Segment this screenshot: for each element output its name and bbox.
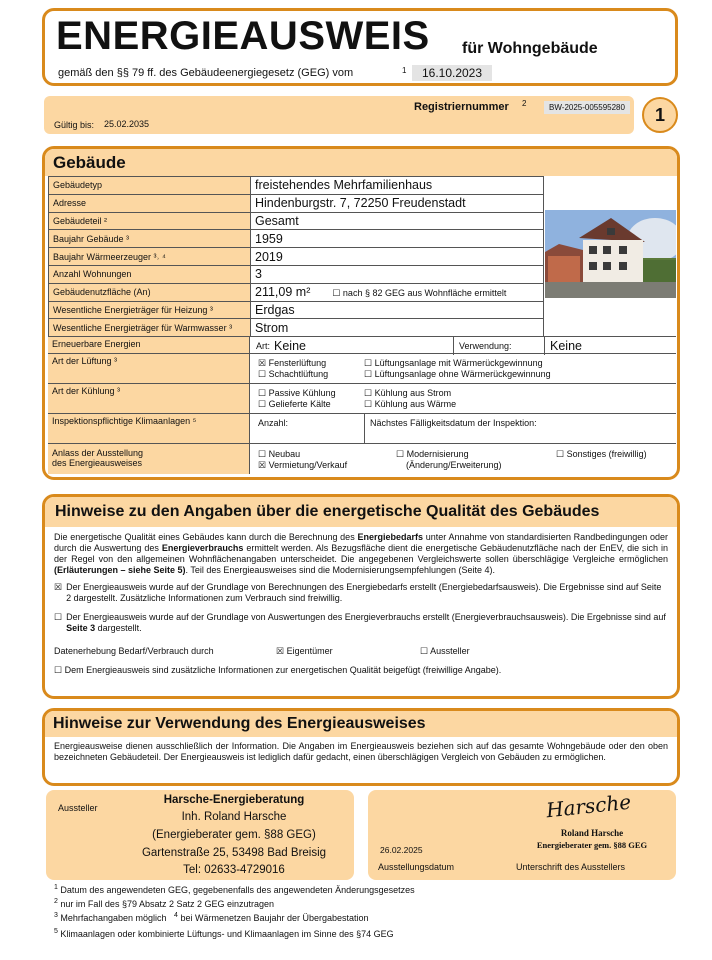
bold-energieverbrauch: Energieverbrauchs bbox=[161, 543, 244, 553]
hinweise-qualitaet-body bbox=[54, 532, 668, 676]
aussteller-line1: Inh. Roland Harsche bbox=[181, 811, 287, 823]
text-span: unter Annahme von standardisierten Randbedingungen oder durch die Auswertung des bbox=[54, 532, 668, 553]
bedarfsausweis-checkbox[interactable]: ☒ bbox=[54, 582, 63, 592]
geg-line: gemäß den §§ 79 ff. des Gebäudeenergiegesetz (GEG) vom bbox=[58, 67, 354, 79]
anlass-neubau-checkbox[interactable]: ☐ Neubau bbox=[258, 449, 301, 459]
page-number: 1 bbox=[642, 97, 678, 133]
bold-seite3: Seite 3 bbox=[66, 623, 96, 633]
row-label: Wesentliche Energieträger für Heizung ³ bbox=[49, 301, 251, 319]
hinweise-qualitaet-paragraph bbox=[54, 532, 668, 576]
row-value: Gesamt bbox=[251, 212, 544, 230]
row-label: Gebäudetyp bbox=[49, 177, 251, 195]
registration-number: BW-2025-005595280 bbox=[544, 101, 630, 114]
row-label: Anzahl Wohnungen bbox=[49, 265, 251, 283]
document-title: ENERGIEAUSWEIS bbox=[56, 14, 430, 58]
kuehlung-strom-checkbox[interactable]: ☐ Kühlung aus Strom bbox=[364, 388, 452, 398]
anlass-modernisierung-detail: (Änderung/Erweiterung) bbox=[406, 460, 502, 470]
erneuerbare-verwendung-value: Keine bbox=[550, 339, 582, 353]
footnote-text: Mehrfachangaben möglich bbox=[60, 913, 167, 923]
erneuerbare-art-value: Keine bbox=[274, 339, 306, 353]
datenerhebung-row bbox=[54, 646, 668, 660]
stamp-name: Roland Harsche bbox=[560, 828, 624, 838]
aussteller-name: Harsche-Energieberatung bbox=[163, 794, 305, 806]
building-photo bbox=[545, 210, 676, 298]
signature-label: Unterschrift des Ausstellers bbox=[516, 862, 626, 872]
row-value: Erdgas bbox=[251, 301, 544, 319]
table-row bbox=[49, 177, 544, 195]
row-value: 3 bbox=[251, 265, 544, 283]
document-subtitle: für Wohngebäude bbox=[462, 40, 598, 57]
footnote-number: 2 bbox=[54, 898, 58, 905]
lueftung-ohne-wrg-checkbox[interactable]: ☐ Lüftungsanlage ohne Wärmerückgewinnung bbox=[364, 369, 551, 379]
footnote-number: 5 bbox=[54, 928, 58, 935]
text-span: dargestellt. bbox=[97, 623, 142, 633]
bold-erlaeuterungen: (Erläuterungen – siehe Seite 5) bbox=[54, 565, 186, 575]
registration-label: Registriernummer bbox=[414, 101, 509, 113]
text-span: ermittelt werden. Als Bezugsfläche dient die energetische Gebäudenutzfläche nach der EnEV, die sich in der Regel von den allgemeinen Wohnflächenangaben unterscheidet. Die angegebenen Vergleichswerte sollen überschlägige Vergleiche ermöglichen bbox=[54, 543, 668, 564]
footnote-5 bbox=[54, 928, 394, 939]
datenerhebung-label: Datenerhebung Bedarf/Verbrauch durch bbox=[54, 646, 214, 656]
footnote-1 bbox=[54, 884, 415, 895]
footnote-number: 4 bbox=[174, 912, 178, 919]
table-row bbox=[49, 194, 544, 212]
kuehlung-waerme-checkbox[interactable]: ☐ Kühlung aus Wärme bbox=[364, 399, 457, 409]
anlass-vermietung-checkbox[interactable]: ☒ Vermietung/Verkauf bbox=[258, 460, 348, 470]
nutzflaeche-checkbox[interactable]: ☐ nach § 82 GEG aus Wohnfläche ermittelt bbox=[332, 288, 507, 299]
text-span: . Teil des Energieausweises sind die Modernisierungsempfehlungen (Seite 4). bbox=[185, 565, 496, 575]
row-label: Baujahr Wärmeerzeuger ³˒ ⁴ bbox=[49, 248, 251, 266]
table-row bbox=[49, 230, 544, 248]
gebaeude-heading: Gebäude bbox=[45, 149, 677, 176]
bold-energiebedarf: Energiebedarfs bbox=[357, 532, 423, 542]
text-span: Der Energieausweis wurde auf der Grundlage von Auswertungen des Energieverbrauchs erstellt (Energieverbrauchsausweis). Die Ergebnisse sind auf bbox=[66, 612, 666, 622]
klima-anzahl-label: Anzahl: bbox=[258, 418, 289, 428]
verbrauchsausweis-option bbox=[54, 612, 668, 634]
row-value: 2019 bbox=[251, 248, 544, 266]
footnote-number: 1 bbox=[54, 884, 58, 891]
table-row bbox=[49, 248, 544, 266]
bedarfsausweis-text: Der Energieausweis wurde auf der Grundlage von Berechnungen des Energiebedarfs erstellt (Energiebedarfsausweis). Die Ergebnisse sind auf Seite 2 dargestellt. Zusätzliche Informationen zum Verbrauch sind freiwillig. bbox=[66, 582, 662, 603]
lueftung-label: Art der Lüftung ³ bbox=[48, 354, 250, 383]
row-label: Baujahr Gebäude ³ bbox=[49, 230, 251, 248]
row-label: Gebäudenutzfläche (An) bbox=[49, 283, 251, 301]
hinweise-verwendung-heading: Hinweise zur Verwendung des Energieausweises bbox=[45, 711, 677, 737]
row-label: Adresse bbox=[49, 194, 251, 212]
table-row bbox=[49, 212, 544, 230]
aussteller-label: Aussteller bbox=[58, 803, 98, 813]
lueftung-row bbox=[48, 354, 676, 384]
footnote-number: 3 bbox=[54, 912, 58, 919]
divider bbox=[453, 337, 454, 355]
erneuerbare-label: Erneuerbare Energien bbox=[48, 337, 250, 353]
ausstellungsdatum-value: 26.02.2025 bbox=[380, 845, 423, 855]
registration-footnote-ref: 2 bbox=[522, 99, 527, 108]
lueftung-fenster-checkbox[interactable]: ☒ Fensterlüftung bbox=[258, 358, 327, 368]
footnote-3-4 bbox=[54, 912, 369, 923]
nutzflaeche-value: 211,09 m² bbox=[255, 285, 311, 300]
lueftung-schacht-checkbox[interactable]: ☐ Schachtlüftung bbox=[258, 369, 329, 379]
kuehlung-kaelte-checkbox[interactable]: ☐ Gelieferte Kälte bbox=[258, 399, 331, 409]
footnote-text: nur im Fall des §79 Absatz 2 Satz 2 GEG einzutragen bbox=[60, 899, 275, 909]
ausstellungsdatum-label: Ausstellungsdatum bbox=[378, 862, 455, 872]
klima-row bbox=[48, 414, 676, 444]
anlass-label bbox=[48, 444, 250, 474]
table-row bbox=[49, 301, 544, 319]
eigentuemer-checkbox[interactable]: ☒ Eigentümer bbox=[276, 646, 333, 656]
lueftung-mit-wrg-checkbox[interactable]: ☐ Lüftungsanlage mit Wärmerückgewinnung bbox=[364, 358, 543, 368]
klima-faellig-label: Nächstes Fälligkeitsdatum der Inspektion: bbox=[370, 418, 537, 428]
geg-date: 16.10.2023 bbox=[412, 65, 492, 81]
erneuerbare-verwendung-label: Verwendung: bbox=[459, 341, 512, 351]
kuehlung-row bbox=[48, 384, 676, 414]
hinweise-verwendung-body: Energieausweise dienen ausschließlich der Information. Die Angaben im Energieausweis beziehen sich auf das gesamte Wohngebäude oder den oben bezeichneten Gebäudeteil. Der Energieausweis ist lediglich dafür gedacht, einen überschlägigen Vergleich von Gebäuden zu ermöglichen. bbox=[54, 741, 668, 762]
row-value bbox=[251, 283, 544, 301]
verbrauchsausweis-text bbox=[66, 612, 668, 634]
text-span: Die energetische Qualität eines Gebäudes kann durch die Berechnung des bbox=[54, 532, 355, 542]
divider bbox=[364, 414, 365, 444]
footnote-text: Datum des angewendeten GEG, gegebenenfalls des angewendeten Änderungsgesetzes bbox=[60, 885, 415, 895]
aussteller-checkbox[interactable]: ☐ Aussteller bbox=[420, 646, 470, 656]
hinweise-qualitaet-heading: Hinweise zu den Angaben über die energetische Qualität des Gebäudes bbox=[45, 497, 677, 527]
anlass-modernisierung-checkbox[interactable]: ☐ Modernisierung bbox=[396, 449, 469, 459]
valid-until-value: 25.02.2035 bbox=[104, 119, 150, 129]
erneuerbare-art-label: Art: bbox=[256, 341, 271, 351]
anlass-sonstiges-checkbox[interactable]: ☐ Sonstiges (freiwillig) bbox=[556, 449, 647, 459]
anlass-row bbox=[48, 444, 676, 474]
anlass-label-line2: des Energieausweises bbox=[52, 458, 143, 468]
table-row bbox=[49, 319, 544, 337]
table-row bbox=[49, 283, 544, 301]
zusatzinfo-checkbox[interactable]: ☐ Dem Energieausweis sind zusätzliche Informationen zur energetischen Qualität beigefügt (freiwillige Angabe). bbox=[54, 665, 502, 675]
kuehlung-label: Art der Kühlung ³ bbox=[48, 384, 250, 413]
valid-until-label: Gültig bis: bbox=[54, 120, 95, 130]
kuehlung-passiv-checkbox[interactable]: ☐ Passive Kühlung bbox=[258, 388, 336, 398]
table-row bbox=[49, 265, 544, 283]
row-label: Gebäudeteil ² bbox=[49, 212, 251, 230]
aussteller-line2: (Energieberater gem. §88 GEG) bbox=[152, 829, 316, 841]
anlass-label-line1: Anlass der Ausstellung bbox=[52, 448, 144, 458]
verbrauchsausweis-checkbox[interactable]: ☐ bbox=[54, 612, 63, 622]
geg-footnote-ref: 1 bbox=[402, 66, 407, 75]
handwritten-signature: Harsche bbox=[544, 789, 633, 823]
stamp-title: Energieberater gem. §88 GEG bbox=[536, 840, 648, 850]
building-photo-icon bbox=[545, 210, 676, 298]
footnote-text: bei Wärmenetzen Baujahr der Übergabestation bbox=[180, 913, 369, 923]
row-value: Strom bbox=[251, 319, 544, 337]
bedarfsausweis-option bbox=[54, 582, 668, 604]
footnote-2 bbox=[54, 898, 274, 909]
footnote-text: Klimaanlagen oder kombinierte Lüftungs- und Klimaanlagen im Sinne des §74 GEG bbox=[60, 929, 394, 939]
aussteller-phone: Tel: 02633-4729016 bbox=[183, 864, 285, 876]
klima-label: Inspektionspflichtige Klimaanlagen ⁵ bbox=[48, 414, 250, 443]
row-value: Hindenburgstr. 7, 72250 Freudenstadt bbox=[251, 194, 544, 212]
divider bbox=[544, 337, 545, 355]
gebaeude-table bbox=[48, 176, 544, 337]
row-value: 1959 bbox=[251, 230, 544, 248]
row-label: Wesentliche Energieträger für Warmwasser ³ bbox=[49, 319, 251, 337]
row-value: freistehendes Mehrfamilienhaus bbox=[251, 177, 544, 195]
erneuerbare-row bbox=[48, 336, 676, 354]
aussteller-address: Gartenstraße 25, 53498 Bad Breisig bbox=[141, 847, 327, 859]
